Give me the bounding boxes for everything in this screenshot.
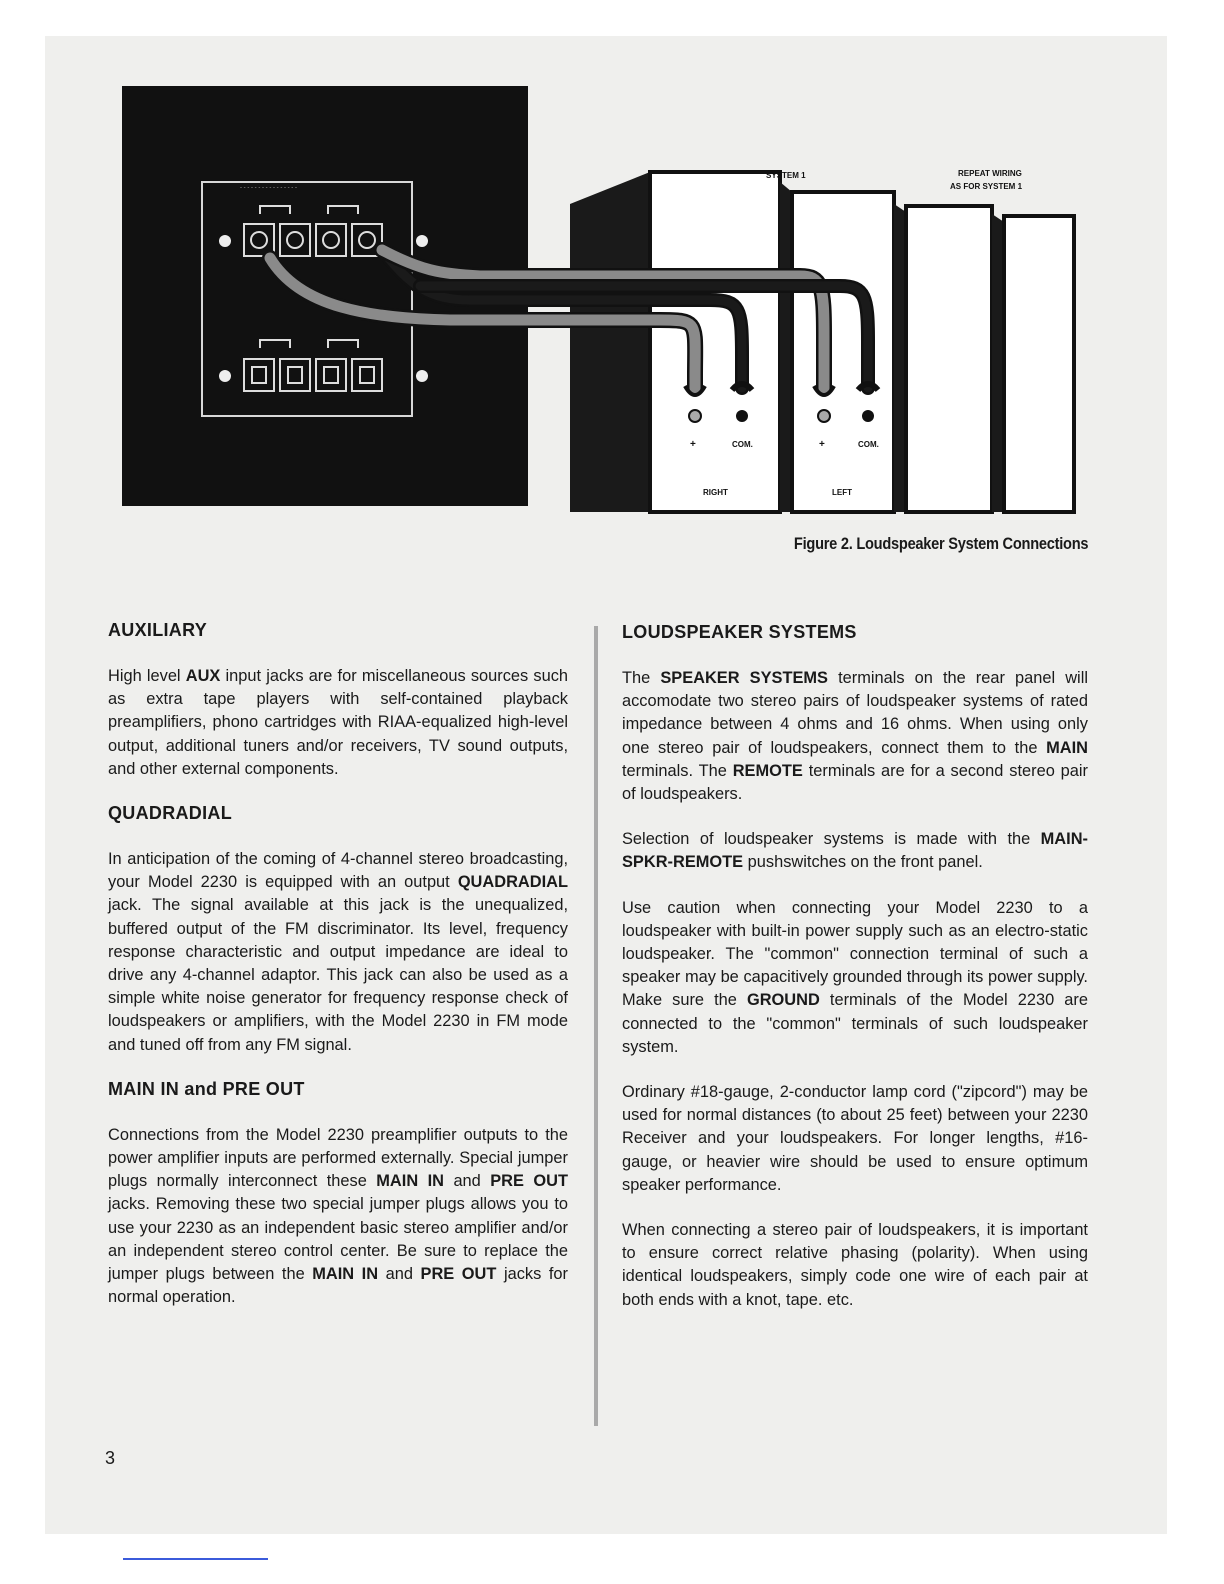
label-right: RIGHT [703, 488, 728, 497]
figure-drawing [120, 86, 1080, 516]
heading-main-in-pre-out: MAIN IN and PRE OUT [108, 1078, 305, 1099]
quadradial-paragraph: In anticipation of the coming of 4-channel stereo broadcasting, your Model 2230 is equipped with an output QUADRADIAL jack. The signal available at this jack is the unequalized, buffered output of the FM discriminator. Its level, frequency response characteristic and output impedance are ideal to drive any 4-channel adaptor. This jack can also be used as a simple white noise generator for frequency response check of loudspeakers or amplifiers, with the Model 2230 in FM mode and tuned off from any FM signal. [108, 850, 568, 1054]
heading-auxiliary: AUXILIARY [108, 620, 208, 640]
loudspeaker-paragraph-5: When connecting a stereo pair of loudspeakers, it is important to ensure correct relative phasing (polarity). When using identical loudspeakers, simply code one wire of each pair at both ends with a knot, tape. etc. [622, 1221, 1088, 1309]
heading-loudspeaker-systems: LOUDSPEAKER SYSTEMS [622, 622, 857, 642]
label-repeat-line2: AS FOR SYSTEM 1 [950, 182, 1023, 191]
page-number: 3 [105, 1448, 116, 1468]
bottom-rule [123, 1558, 268, 1560]
left-column [108, 620, 568, 1331]
label-com-right: COM. [732, 440, 753, 449]
figure-caption: Figure 2. Loudspeaker System Connections [793, 534, 1088, 553]
svg-text:- - - - - - - - - - - - - - -: - - - - - - - - - - - - - - - - [240, 185, 297, 191]
loudspeaker-paragraph-2: Selection of loudspeaker systems is made with the MAIN-SPKR-REMOTE pushswitches on the front panel. [622, 830, 1088, 872]
loudspeaker-connections-figure [120, 86, 1080, 516]
label-system1: SYSTEM 1 [766, 171, 806, 180]
heading-quadradial: QUADRADIAL [108, 803, 232, 824]
loudspeaker-paragraph-1: The SPEAKER SYSTEMS terminals on the rear panel will accomodate two stereo pairs of loudspeaker systems of rated impedance between 4 ohms and 16 ohms. When using only one stereo pair of loudspeakers, connect them to the MAIN terminals. The REMOTE terminals are for a second stereo pair of loudspeakers. [622, 669, 1088, 804]
label-plus-left: + [819, 439, 825, 450]
loudspeaker-paragraph-4: Ordinary #18-gauge, 2-conductor lamp cord ("zipcord") may be used for normal distances (to about 25 feet) between your 2230 Receiver and your loudspeakers. For longer lengths, #16-gauge, or heavier wire should be used to ensure optimum speaker performance. [622, 1083, 1088, 1194]
loudspeaker-paragraph-3: Use caution when connecting your Model 2230 to a loudspeaker with built-in power supply such as an electro-static loudspeaker. The "common" connection terminal of such a speaker may be capacitively grounded through its power supply. Make sure the GROUND terminals of the Model 2230 are connected to the "common" terminals of such loudspeaker system. [622, 898, 1088, 1056]
column-divider [594, 626, 598, 1426]
label-repeat-line1: REPEAT WIRING [958, 169, 1022, 178]
label-com-left: COM. [858, 440, 879, 449]
right-column [622, 622, 1088, 1334]
auxiliary-paragraph: High level AUX input jacks are for miscellaneous sources such as extra tape players with self-contained playback preamplifiers, phono cartridges with RIAA-equalized high-level output, additional tuners and/or receivers, TV sound outputs, and other external components. [108, 667, 568, 778]
main-in-paragraph: Connections from the Model 2230 preamplifier outputs to the power amplifier inputs are performed externally. Special jumper plugs normally interconnect these MAIN IN and PRE OUT jacks. Removing these two special jumper plugs allows you to use your 2230 as an independent basic stereo amplifier and/or an independent stereo control center. Be sure to replace the jumper plugs between the MAIN IN and PRE OUT jacks for normal operation. [108, 1125, 568, 1307]
label-left: LEFT [832, 488, 852, 497]
label-plus-right: + [690, 439, 696, 450]
